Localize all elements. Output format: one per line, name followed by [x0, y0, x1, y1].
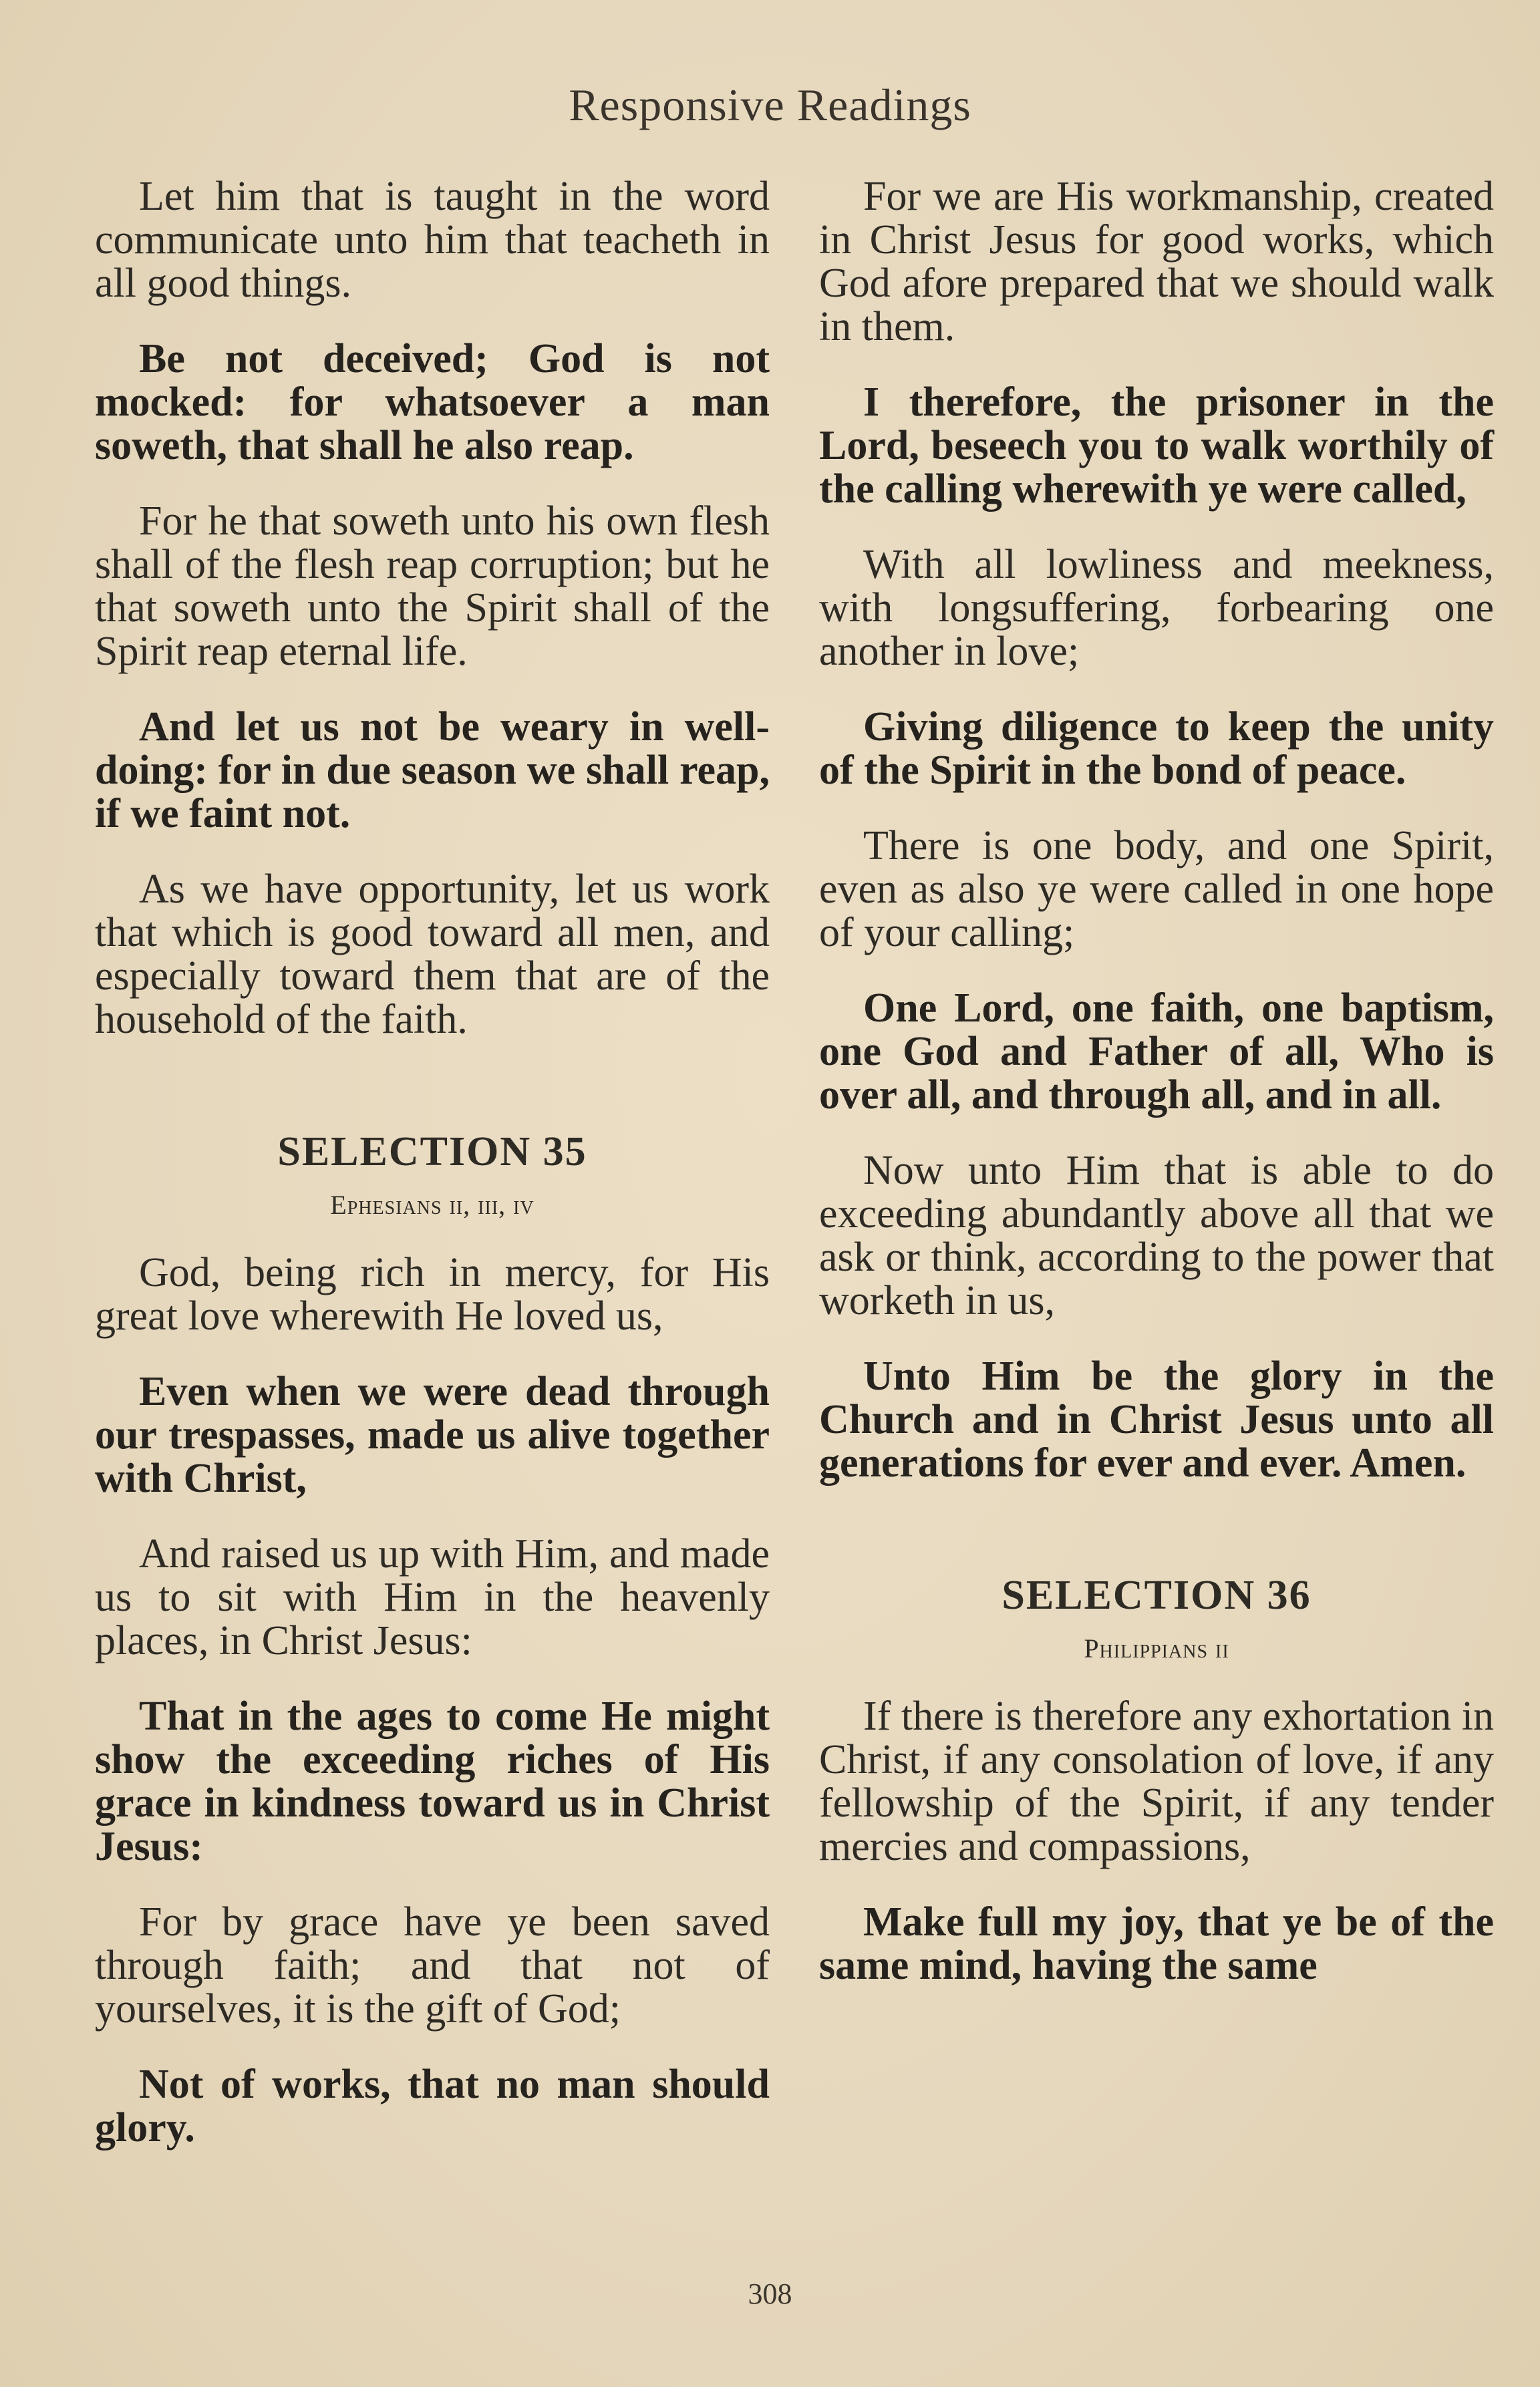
- page-number: 308: [748, 2277, 792, 2310]
- reading-paragraph: If there is therefore any exhortation in Christ, if any consolation of love, if any fellowship of the Spirit, if any tender mercies and compassions,: [819, 1694, 1494, 1869]
- response-paragraph: One Lord, one faith, one baptism, one God and Father of all, Who is over all, and through all, and in all.: [819, 985, 1494, 1118]
- right-column: [819, 175, 1494, 2020]
- reading-paragraph: For by grace have ye been saved through faith; and that not of yourselves, it is the gift of God;: [95, 1899, 770, 2032]
- reading-paragraph: For we are His workmanship, created in Christ Jesus for good works, which God afore prepared that we should walk in them.: [819, 174, 1494, 349]
- response-paragraph: Giving diligence to keep the unity of the Spirit in the bond of peace.: [819, 704, 1494, 793]
- reading-paragraph: God, being rich in mercy, for His great love wherewith He loved us,: [95, 1250, 770, 1339]
- selection-heading: SELECTION 35: [277, 1129, 587, 1174]
- reading-paragraph: And raised us up with Him, and made us to sit with Him in the heavenly places, in Christ Jesus:: [95, 1531, 770, 1663]
- response-paragraph: Unto Him be the glory in the Church and in Christ Jesus unto all generations for ever and ever. Amen.: [819, 1354, 1494, 1486]
- left-column: [95, 175, 770, 2182]
- reading-paragraph: Let him that is taught in the word communicate unto him that teacheth in all good things.: [95, 174, 770, 306]
- reading-paragraph: For he that soweth unto his own flesh shall of the flesh reap corruption; but he that soweth unto the Spirit shall of the Spirit reap eternal life.: [95, 498, 770, 674]
- response-paragraph: Not of works, that no man should glory.: [95, 2062, 770, 2151]
- reading-paragraph: Now unto Him that is able to do exceeding abundantly above all that we ask or think, according to the power that worketh in us,: [819, 1148, 1494, 1323]
- response-paragraph: That in the ages to come He might show the exceeding riches of His grace in kindness toward us in Christ Jesus:: [95, 1694, 770, 1869]
- running-header: Responsive Readings: [569, 79, 971, 130]
- selection-heading: SELECTION 36: [1002, 1573, 1312, 1618]
- response-paragraph: Even when we were dead through our trespasses, made us alive together with Christ,: [95, 1369, 770, 1501]
- reading-paragraph: There is one body, and one Spirit, even as also ye were called in one hope of your calling;: [819, 823, 1494, 955]
- scripture-reference: Philippians ii: [1084, 1633, 1229, 1663]
- reading-paragraph: As we have opportunity, let us work that which is good toward all men, and especially toward them that are of the household of the faith.: [95, 866, 770, 1042]
- response-paragraph: Make full my joy, that ye be of the same mind, having the same: [819, 1899, 1494, 1988]
- response-paragraph: Be not deceived; God is not mocked: for whatsoever a man soweth, that shall he also reap.: [95, 336, 770, 468]
- scripture-reference: Ephesians ii, iii, iv: [330, 1190, 534, 1220]
- response-paragraph: And let us not be weary in well-doing: for in due season we shall reap, if we faint not.: [95, 704, 770, 836]
- response-paragraph: I therefore, the prisoner in the Lord, beseech you to walk worthily of the calling wherewith ye were called,: [819, 379, 1494, 512]
- reading-paragraph: With all lowliness and meekness, with longsuffering, forbearing one another in love;: [819, 542, 1494, 674]
